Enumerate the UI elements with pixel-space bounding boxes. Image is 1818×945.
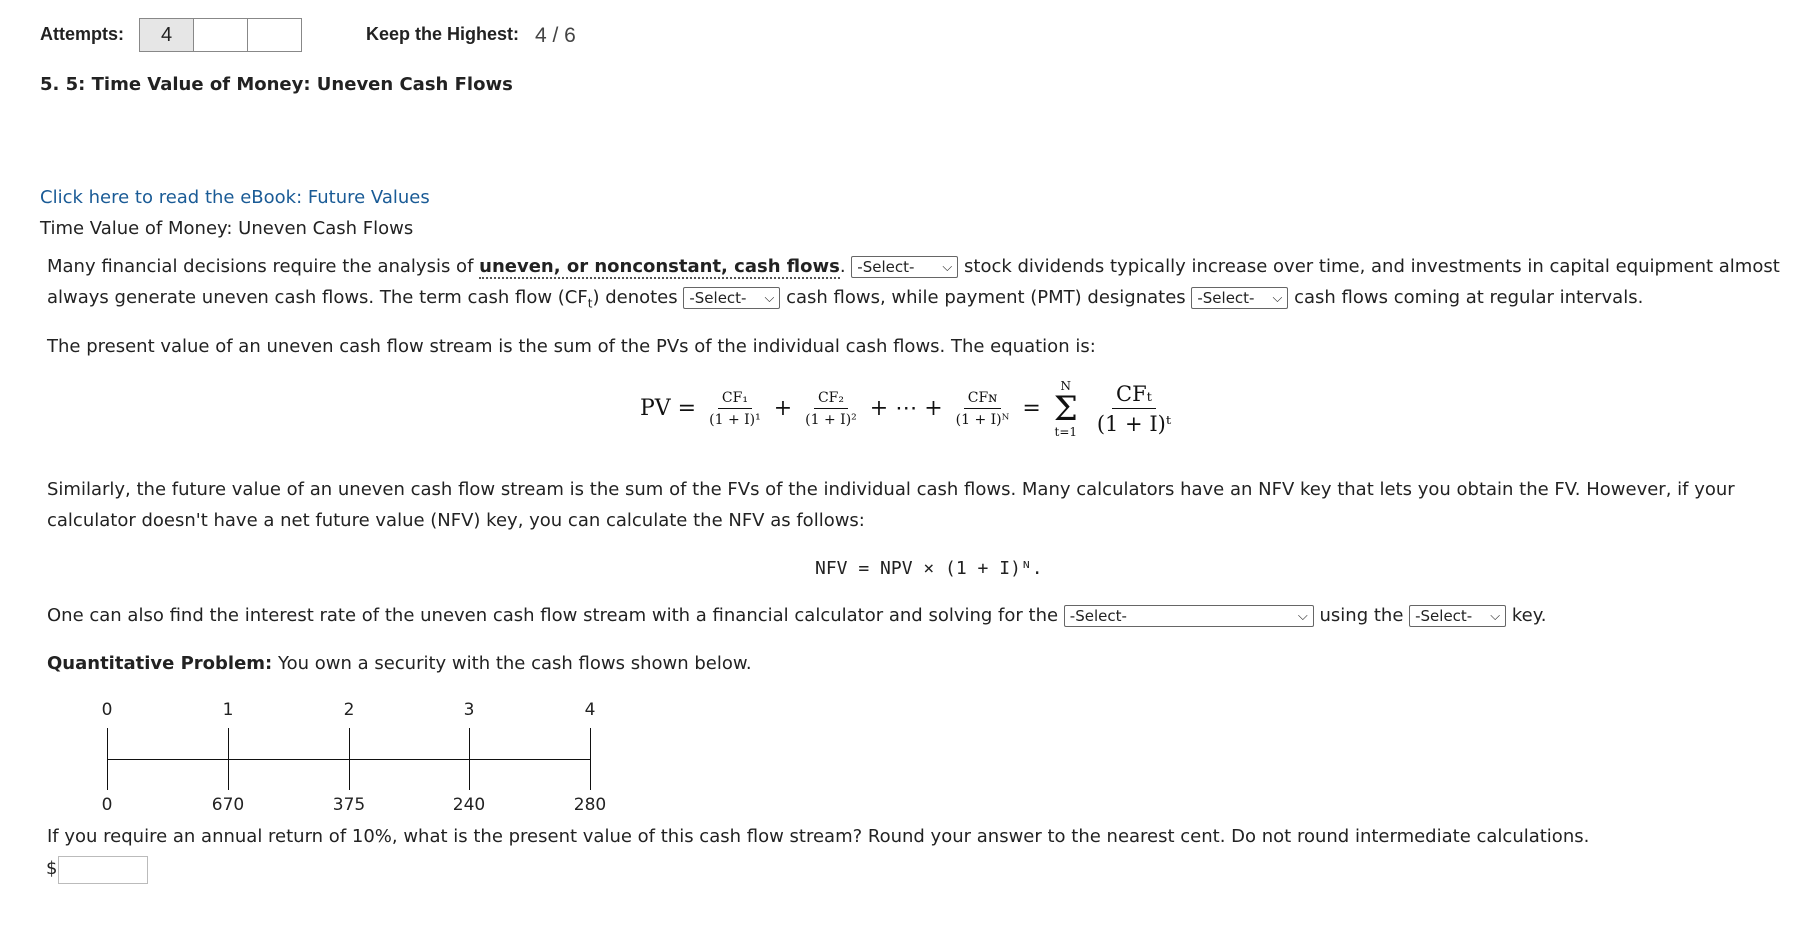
currency-symbol: $ — [46, 858, 58, 879]
attempt-box: 4 — [139, 18, 194, 52]
quantitative-problem: Quantitative Problem: You own a security with the cash flows shown below. — [47, 653, 752, 674]
timeline-period: 4 — [584, 700, 596, 720]
attempts-label: Attempts: — [40, 24, 124, 44]
timeline-cash-flow: 280 — [573, 795, 607, 815]
select-pmt-type[interactable]: -Select- ⌵ — [1191, 287, 1288, 309]
select-solve-for[interactable]: -Select- ⌵ — [1064, 605, 1314, 627]
chevron-down-icon: ⌵ — [1297, 608, 1308, 624]
timeline-cash-flow: 375 — [332, 795, 366, 815]
timeline-period: 1 — [222, 700, 234, 720]
answer-input[interactable] — [58, 856, 148, 884]
timeline-axis — [107, 759, 591, 760]
keep-highest-label: Keep the Highest: — [366, 24, 520, 44]
intro-paragraph: Many financial decisions require the analysis of uneven, or nonconstant, cash flows. -Select- ⌵ stock dividends typically increase over time, and investments in capital equipment almost always generate uneven cash flows. The term cash flow $(CF_t)$ denotes -Select- ⌵ cash flows, while payment (PMT) designates -Select- ⌵ cash flows coming at regular intervals. — [47, 251, 1797, 320]
chevron-down-icon: ⌵ — [1490, 608, 1501, 624]
question-title: 5. 5: Time Value of Money: Uneven Cash Flows — [40, 74, 513, 95]
uneven-cash-flows-term[interactable]: uneven, or nonconstant, cash flows — [479, 256, 840, 277]
interest-rate-paragraph: One can also find the interest rate of the uneven cash flow stream with a financial calculator and solving for the -Select- ⌵ using the -Select- ⌵ key. — [47, 600, 1797, 631]
select-dividend-type[interactable]: -Select- ⌵ — [851, 256, 958, 278]
chevron-down-icon: ⌵ — [764, 290, 775, 306]
attempt-box — [193, 18, 248, 52]
select-cf-type[interactable]: -Select- ⌵ — [683, 287, 780, 309]
chevron-down-icon: ⌵ — [942, 259, 953, 275]
timeline-period: 2 — [343, 700, 355, 720]
timeline-cash-flow: 240 — [452, 795, 486, 815]
chevron-down-icon: ⌵ — [1272, 290, 1283, 306]
timeline-cash-flow: 0 — [101, 795, 113, 815]
select-calculator-key[interactable]: -Select- ⌵ — [1409, 605, 1506, 627]
timeline-period: 3 — [463, 700, 475, 720]
pv-intro-text: The present value of an uneven cash flow stream is the sum of the PVs of the individual cash flows. The equation is: — [47, 336, 1096, 357]
nfv-formula: NFV = NPV × (1 + I)ᴺ. — [815, 558, 1043, 579]
ebook-link[interactable]: Click here to read the eBook: Future Values — [40, 187, 430, 208]
fv-paragraph: Similarly, the future value of an uneven cash flow stream is the sum of the FVs of the individual cash flows. Many calculators have an NFV key that lets you obtain the FV. However, if your calculator doesn't have a net future value (NFV) key, you can calculate the NFV as follows: — [47, 479, 1735, 531]
keep-highest-value: 4 / 6 — [535, 24, 576, 47]
question-text: If you require an annual return of 10%, what is the present value of this cash flow stream? Round your answer to the nearest cent. Do not round intermediate calculations. — [47, 826, 1590, 847]
timeline-cash-flow: 670 — [211, 795, 245, 815]
timeline-period: 0 — [101, 700, 113, 720]
section-subtitle: Time Value of Money: Uneven Cash Flows — [40, 218, 414, 239]
pv-formula: PV = $\frac{\text{CF₁}}{\text{(1 + I)¹}}$ + $\frac{\text{CF₂}}{\text{(1 + I)²}}$ + ⋯ + $\frac{\text{CFɴ}}{\text{(1 + I)ᴺ}}$ = N Σ t=1 $\frac{\text{CFₜ}}{\text{(1 + I)ᵗ}}$ — [640, 379, 1171, 439]
attempt-box — [247, 18, 302, 52]
attempt-boxes — [140, 18, 302, 52]
